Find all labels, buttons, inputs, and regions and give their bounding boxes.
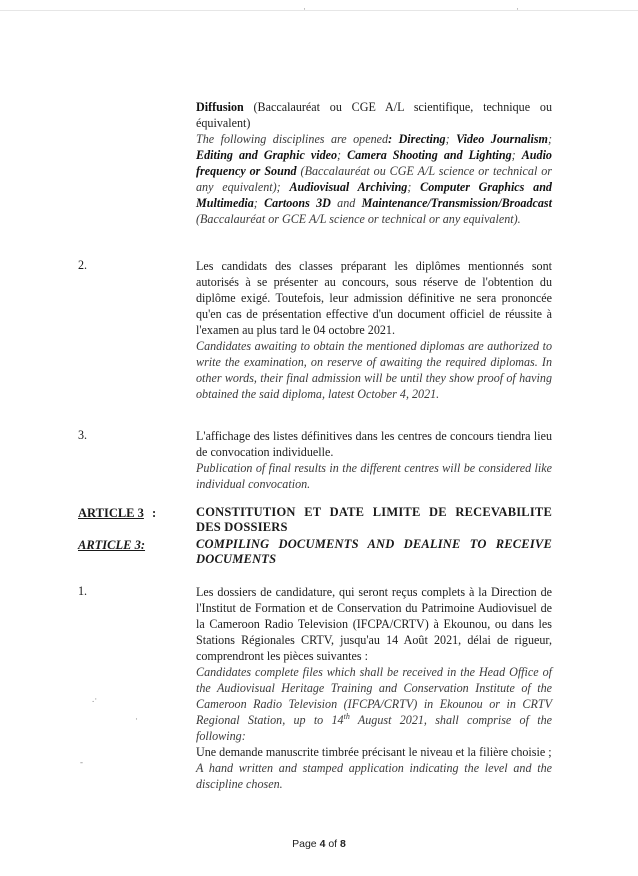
item-number: 1. xyxy=(78,584,88,598)
requirement-english-text: A hand written and stamped application indicating the level and the discipline chosen. xyxy=(196,761,552,791)
top-continuation-paragraph xyxy=(196,99,552,227)
scan-speck: · xyxy=(303,4,306,14)
article-3-label-english: ARTICLE 3: xyxy=(78,538,146,552)
item-3-paragraph xyxy=(196,428,552,492)
item-3-english-text: Publication of final results in the different centres will be considered like individual convocation. xyxy=(196,461,552,491)
diffusion-label: Diffusion xyxy=(196,100,244,114)
item-2-french-text: Les candidats des classes préparant les diplômes mentionnés sont autorisés à se présenter au concours, sous réserve de l'obtention du diplôme exigé. Toutefois, leur admission définitive ne sera prononcée qu'en cas de présentation effective d'un document officiel de réussite à l'examen au plus tard le 04 octobre 2021. xyxy=(196,259,552,337)
page-number-footer: Page 4 of 8 xyxy=(292,838,346,850)
article-3-heading-french: CONSTITUTION ET DATE LIMITE DE RECEVABILITE DES DOSSIERS xyxy=(196,505,552,534)
requirement-french-text: Une demande manuscrite timbrée précisant le niveau et la filière choisie ; xyxy=(196,745,552,759)
article-3-heading-english: COMPILING DOCUMENTS AND DEALINE TO RECEIVE DOCUMENTS xyxy=(196,537,552,566)
article-3-colon: : xyxy=(152,506,157,520)
scan-speck: · xyxy=(516,4,519,14)
scan-speck: - xyxy=(80,757,83,767)
scan-speck: .· xyxy=(92,694,98,704)
item-number: 2. xyxy=(78,258,88,272)
diffusion-french-text: Diffusion (Baccalauréat ou CGE A/L scientifique, technique ou équivalent) xyxy=(196,100,552,130)
article-3-label-french: ARTICLE 3 xyxy=(78,506,144,520)
item-1-french-text: Les dossiers de candidature, qui seront reçus complets à la Direction de l'Institut de Formation et de Conservation du Patrimoine Audiovisuel de la Cameroon Radio Television (IFCPA/CRTV) à Ekounou, ou dans les Stations Régionales CRTV, jusqu'au 14 Août 2021, délai de rigueur, comprendront les pièces suivantes : xyxy=(196,585,552,663)
scan-speck: · xyxy=(135,714,138,724)
item-2-english-text: Candidates awaiting to obtain the mentioned diplomas are authorized to write the examination, on reserve of awaiting the required diplomas. In other words, their final admission will be until they show proof of having obtained the said diploma, latest October 4, 2021. xyxy=(196,339,552,401)
disciplines-english-text: The following disciplines are opened: Directing; Video Journalism; Editing and Graphic video; Camera Shooting and Lighting; Audio frequency or Sound (Baccalauréat ou CGE A/L science or technical or any equivalent); Audiovisual Archiving; Computer Graphics and Multimedia; Cartoons 3D and Maintenance/Transmission/Broadcast (Baccalauréat or GCE A/L science or technical or any equivalent). xyxy=(196,132,552,226)
item-1-english-text: Candidates complete files which shall be received in the Head Office of the Audiovisual Heritage Training and Conservation Institute of the Cameroon Radio Television (IFCPA/CRTV) in Ekounou or in CRTV Regional Station, up to 14th August 2021, shall comprise of the following: xyxy=(196,665,552,743)
item-1-paragraph xyxy=(196,584,552,792)
item-number: 3. xyxy=(78,428,88,442)
item-3-french-text: L'affichage des listes définitives dans les centres de concours tiendra lieu de convocation individuelle. xyxy=(196,429,552,459)
scan-edge-line xyxy=(0,10,638,11)
item-2-paragraph xyxy=(196,258,552,402)
